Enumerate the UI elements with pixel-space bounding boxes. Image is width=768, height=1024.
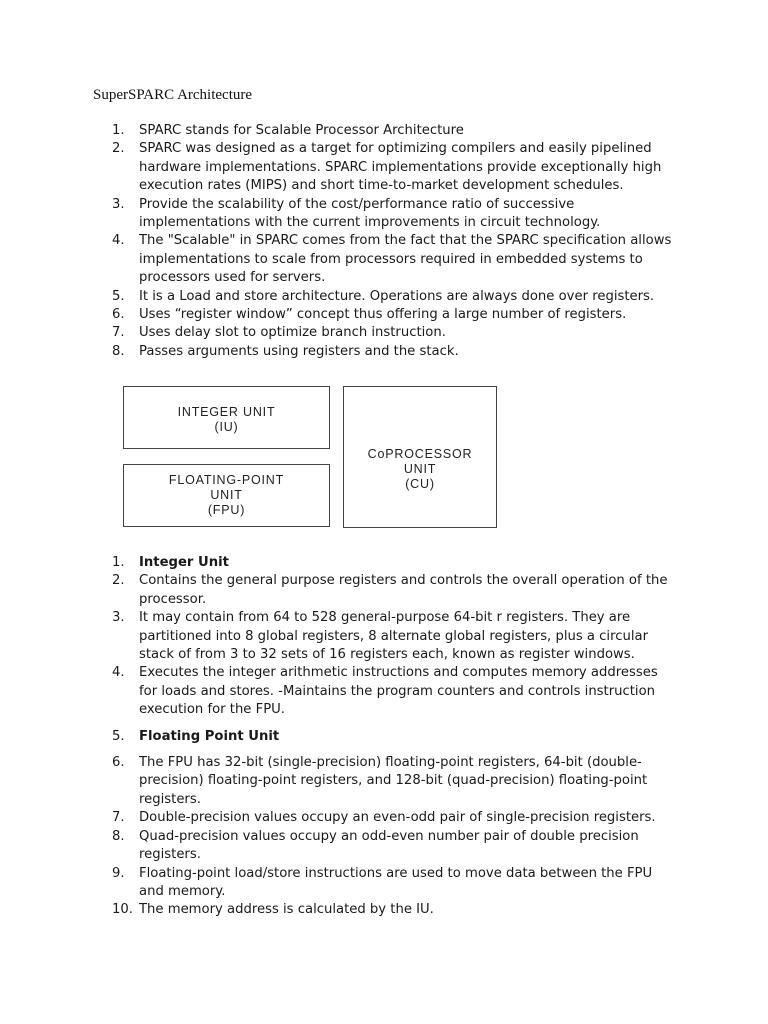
list-item: 10. The memory address is calculated by the IU. — [112, 902, 434, 918]
list-item: 8. Quad-precision values occupy an odd-even number pair of double precision registers. — [112, 828, 639, 863]
list-item: 1. SPARC stands for Scalable Processor Architecture — [112, 123, 464, 138]
units-list — [0, 554, 674, 920]
list-item: 2. Contains the general purpose registers and controls the overall operation of the processor. — [112, 573, 668, 607]
list-item: 6. The FPU has 32-bit (single-precision) floating-point registers, 64-bit (double-precision) floating-point registers, and 128-bit (quad-precision) floating-point registers. — [112, 755, 648, 807]
integer-unit-box: INTEGER UNIT (IU) — [123, 386, 330, 449]
list-item: 8. Passes arguments using registers and the stack. — [112, 343, 459, 359]
list-item: 3. Provide the scalability of the cost/performance ratio of successive implementations with the current improvements in circuit technology. — [112, 196, 601, 231]
section-heading: Integer Unit — [139, 555, 229, 570]
list-item: 4. Executes the integer arithmetic instructions and computes memory addresses for loads and stores. -Maintains the program counters and controls instruction execution for the FPU. — [112, 665, 658, 718]
list-item: 2. SPARC was designed as a target for optimizing compilers and easily pipelined hardware implementations. SPARC implementations provide exceptionally high execution rates (MIPS) and short time-to-market development schedules. — [112, 141, 662, 194]
section-heading: Floating Point Unit — [139, 728, 280, 744]
list-item: 7. Uses delay slot to optimize branch instruction. — [112, 325, 446, 341]
list-item: 5. It is a Load and store architecture. Operations are always done over registers. — [112, 288, 655, 304]
list-item: 9. Floating-point load/store instructions are used to move data between the FPU and memory. — [112, 865, 653, 899]
coprocessor-unit-box: CoPROCESSOR UNIT (CU) — [343, 386, 497, 528]
features-list — [0, 122, 674, 361]
floating-point-unit-box: FLOATING-POINT UNIT (FPU) — [123, 464, 330, 527]
list-item: 7. Double-precision values occupy an even-odd pair of single-precision registers. — [112, 810, 656, 826]
list-item: 4. The "Scalable" in SPARC comes from the fact that the SPARC specification allows implementations to scale from processors required in embedded systems to processors used for servers. — [112, 233, 672, 286]
list-item: 6. Uses “register window” concept thus offering a large number of registers. — [112, 307, 627, 323]
document-title: SuperSPARC Architecture — [93, 87, 253, 103]
list-item: 1. Integer Unit — [112, 555, 229, 570]
architecture-diagram — [119, 381, 499, 531]
list-item: 5. Floating Point Unit — [112, 728, 280, 744]
list-item: 3. It may contain from 64 to 528 general-purpose 64-bit r registers. They are partitioned into 8 global registers, 8 alternate global registers, plus a circular stack of from 3 to 32 sets of 16 registers each, known as register windows. — [112, 610, 648, 663]
